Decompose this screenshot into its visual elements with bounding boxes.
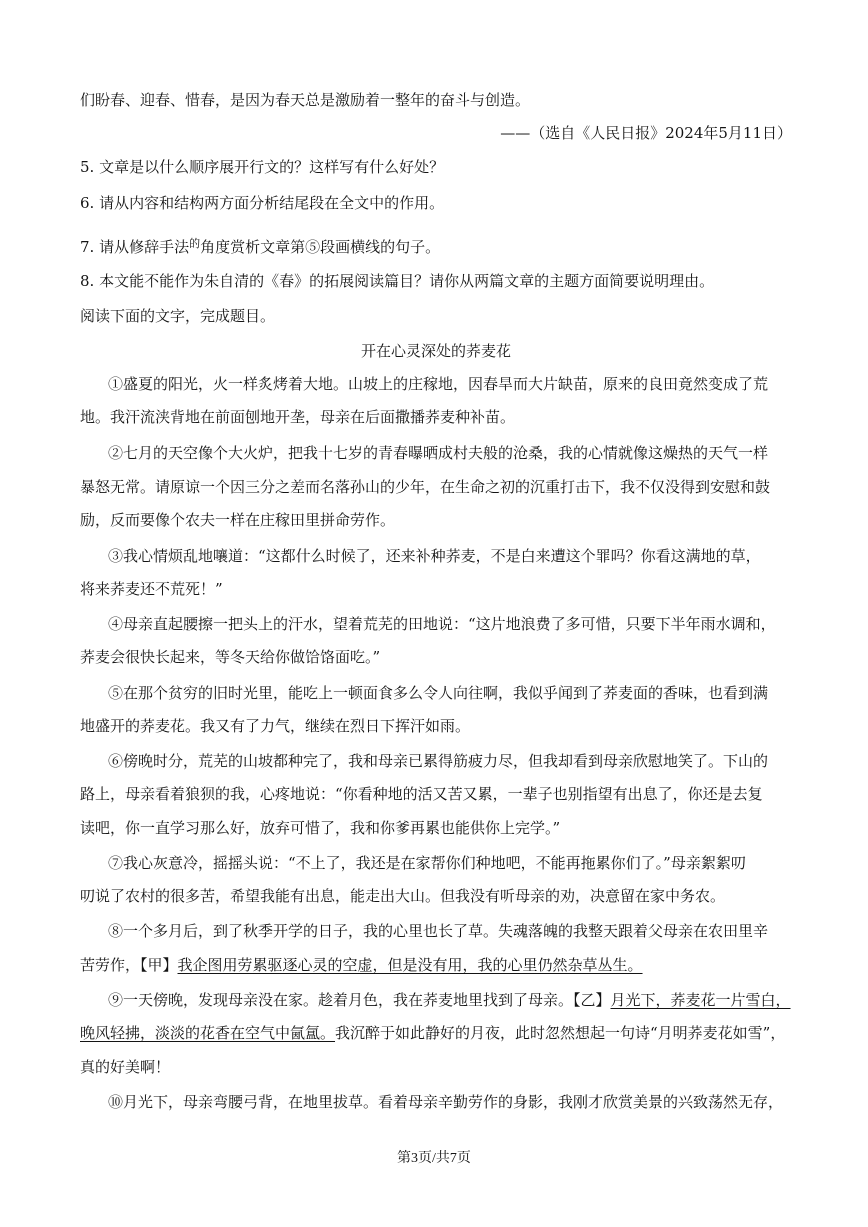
paragraph-3-line: 将来荞麦还不荒死！” (80, 580, 223, 598)
question-7-part2: 角度赏析文章第⑤段画横线的句子。 (200, 238, 441, 256)
underlined-sentence-yi: 月光下，荞麦花一片雪白， (610, 991, 791, 1009)
question-6: 6. 请从内容和结构两方面分析结尾段在全文中的作用。 (80, 194, 445, 212)
underlined-sentence-yi-cont: 晚风轻拂，淡淡的花香在空气中氤氲。 (80, 1024, 336, 1042)
paragraph-2-line: 励，反而要像个农夫一样在庄稼田里拼命劳作。 (80, 511, 396, 529)
reading-instruction: 阅读下面的文字，完成题目。 (80, 307, 276, 325)
passage-title: 开在心灵深处的荞麦花 (360, 342, 511, 360)
paragraph-9-line: 真的好美啊！ (80, 1058, 171, 1076)
page-number: 第3页/共7页 (397, 1151, 471, 1166)
paragraph-5-line: ⑤在那个贫穷的旧时光里，能吃上一顿面食多么令人向往啊，我似乎闻到了荞麦面的香味，也看到满 (108, 684, 769, 702)
question-7-superscript: 的 (189, 237, 201, 250)
question-8: 8. 本文能不能作为朱自清的《春》的拓展阅读篇目？请你从两篇文章的主题方面简要说明理由。 (80, 272, 715, 290)
paragraph-2-line: 暴怒无常。请原谅一个因三分之差而名落孙山的少年，在生命之初的沉重打击下，我不仅没得到安慰和鼓 (80, 478, 771, 496)
paragraph-7-line: 叨说了农村的很多苦，希望我能有出息，能走出大山。但我没有听母亲的劝，决意留在家中务农。 (80, 887, 726, 905)
underlined-sentence-jia: 我企图用劳累驱逐心灵的空虚，但是没有用，我的心里仍然杂草丛生。 (177, 956, 643, 974)
paragraph-7-line: ⑦我心灰意冷，摇摇头说：“不上了，我还是在家帮你们种地吧，不能再拖累你们了。”母亲絮絮叨 (108, 854, 746, 872)
paragraph-6-line: 读吧，你一直学习那么好，放弃可惜了，我和你爹再累也能供你上完学。” (80, 819, 561, 837)
paragraph-6-line: ⑥傍晚时分，荒芜的山坡都种完了，我和母亲已累得筋疲力尽，但我却看到母亲欣慰地笑了。下山的 (108, 752, 769, 770)
paragraph-9-line (80, 1023, 792, 1043)
paragraph-9-text: 我沉醉于如此静好的月夜，此时忽然想起一句诗“月明荞麦花如雪”， (335, 1024, 786, 1042)
paragraph-8-text: 苦劳作，【甲】 (80, 956, 178, 974)
paragraph-9-line (108, 990, 792, 1010)
source-citation: ——（选自《人民日报》2024年5月11日） (500, 124, 792, 142)
paragraph-5-line: 地盛开的荞麦花。我又有了力气，继续在烈日下挥汗如雨。 (80, 717, 471, 735)
paragraph-2-line: ②七月的天空像个大火炉，把我十七岁的青春曝晒成村夫般的沧桑，我的心情就像这燥热的天气一样 (108, 444, 769, 462)
paragraph-8-line: ⑧一个多月后，到了秋季开学的日子，我的心里也长了草。失魂落魄的我整天跟着父母亲在农田里辛 (108, 922, 769, 940)
paragraph-9-text: ⑨一天傍晚，发现母亲没在家。趁着月色，我在荞麦地里找到了母亲。【乙】 (108, 991, 611, 1009)
paragraph-10-line: ⑩月光下，母亲弯腰弓背，在地里拔草。看着母亲辛勤劳作的身影，我刚才欣赏美景的兴致荡然无存， (108, 1093, 784, 1111)
paragraph-8-line (80, 955, 792, 975)
paragraph-4-line: ④母亲直起腰擦一把头上的汗水，望着荒芜的田地说：“这片地浪费了多可惜，只要下半年雨水调和， (108, 615, 776, 633)
paragraph-1-line: 地。我汗流浃背地在前面刨地开垄，母亲在后面撒播荞麦种补苗。 (80, 408, 516, 426)
paragraph-3-line: ③我心情烦乱地嚷道：“这都什么时候了，还来补种荞麦，不是白来遭这个罪吗？你看这满地的草， (108, 547, 761, 565)
paragraph-4-line: 荞麦会很快长起来，等冬天给你做饸饹面吃。” (80, 648, 381, 666)
question-7-part1: 7. 请从修辞手法 (80, 238, 190, 256)
paragraph-1-line: ①盛夏的阳光，火一样炙烤着大地。山坡上的庄稼地，因春旱而大片缺苗，原来的良田竟然变成了荒 (108, 375, 769, 393)
text-line: 们盼春、迎春、惜春，是因为春天总是激励着一整年的奋斗与创造。 (80, 91, 531, 109)
paragraph-6-line: 路上，母亲看着狼狈的我，心疼地说：“你看种地的活又苦又累，一辈子也别指望有出息了，你还是去复 (80, 785, 763, 803)
question-5: 5. 文章是以什么顺序展开行文的？这样写有什么好处？ (80, 158, 445, 176)
question-7 (80, 234, 792, 257)
